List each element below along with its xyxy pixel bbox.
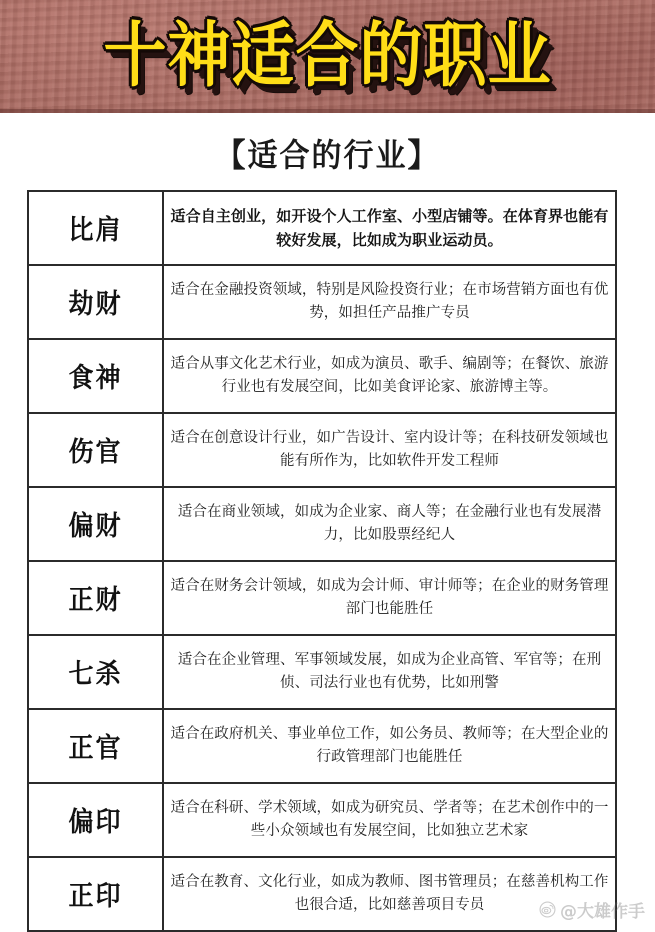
ten-gods-table xyxy=(27,190,617,932)
subtitle-container xyxy=(0,113,655,190)
suitable-industry-cell: 适合在教育、文化行业，如成为教师、图书管理员；在慈善机构工作也很合适，比如慈善项目专员 xyxy=(163,857,616,931)
table-row xyxy=(28,635,616,709)
table-row xyxy=(28,265,616,339)
ten-god-name: 偏财 xyxy=(68,509,123,542)
suitable-industry-cell: 适合在政府机关、事业单位工作，如公务员、教师等；在大型企业的行政管理部门也能胜任 xyxy=(163,709,616,783)
suitable-industry-cell: 适合在财务会计领域，如成为会计师、审计师等；在企业的财务管理部门也能胜任 xyxy=(163,561,616,635)
ten-god-name: 偏印 xyxy=(68,805,123,838)
ten-god-name-cell xyxy=(28,265,163,339)
ten-god-name: 七杀 xyxy=(68,657,123,690)
ten-god-name: 伤官 xyxy=(68,435,123,468)
title-container xyxy=(0,0,655,113)
ten-gods-table-container xyxy=(27,190,615,932)
ten-god-name-cell xyxy=(28,339,163,413)
table-row xyxy=(28,709,616,783)
watermark-handle: @大雄作手 xyxy=(560,902,645,922)
page-title: 十神适合的职业 xyxy=(103,14,552,97)
table-body xyxy=(28,191,616,931)
suitable-industry-cell: 适合在商业领域，如成为企业家、商人等；在金融行业也有发展潜力，比如股票经纪人 xyxy=(163,487,616,561)
suitable-industry-cell: 适合从事文化艺术行业，如成为演员、歌手、编剧等；在餐饮、旅游行业也有发展空间，比如美食评论家、旅游博主等。 xyxy=(163,339,616,413)
ten-god-name: 正印 xyxy=(68,879,123,912)
ten-god-name-cell xyxy=(28,783,163,857)
table-row xyxy=(28,857,616,931)
table-row xyxy=(28,413,616,487)
ten-god-name: 食神 xyxy=(68,361,123,394)
table-row xyxy=(28,487,616,561)
table-row xyxy=(28,191,616,265)
suitable-industry-cell: 适合在科研、学术领域，如成为研究员、学者等；在艺术创作中的一些小众领域也有发展空间，比如独立艺术家 xyxy=(163,783,616,857)
ten-god-name: 劫财 xyxy=(68,287,123,320)
header-banner xyxy=(0,0,655,113)
ten-god-name-cell xyxy=(28,635,163,709)
suitable-industry-cell: 适合自主创业，如开设个人工作室、小型店铺等。在体育界也能有较好发展，比如成为职业运动员。 xyxy=(163,191,616,265)
table-row xyxy=(28,783,616,857)
ten-god-name-cell xyxy=(28,709,163,783)
ten-god-name: 比肩 xyxy=(68,213,123,246)
ten-god-name-cell xyxy=(28,487,163,561)
suitable-industry-cell: 适合在企业管理、军事领域发展，如成为企业高管、军官等；在刑侦、司法行业也有优势，比如刑警 xyxy=(163,635,616,709)
table-row xyxy=(28,339,616,413)
ten-god-name-cell xyxy=(28,561,163,635)
section-subtitle: 【适合的行业】 xyxy=(215,136,440,174)
ten-god-name: 正财 xyxy=(68,583,123,616)
suitable-industry-cell: 适合在金融投资领域，特别是风险投资行业；在市场营销方面也有优势，如担任产品推广专员 xyxy=(163,265,616,339)
table-row xyxy=(28,561,616,635)
ten-god-name: 正官 xyxy=(68,731,123,764)
ten-god-name-cell xyxy=(28,413,163,487)
ten-god-name-cell xyxy=(28,191,163,265)
ten-god-name-cell xyxy=(28,857,163,931)
suitable-industry-cell: 适合在创意设计行业，如广告设计、室内设计等；在科技研发领域也能有所作为，比如软件开发工程师 xyxy=(163,413,616,487)
